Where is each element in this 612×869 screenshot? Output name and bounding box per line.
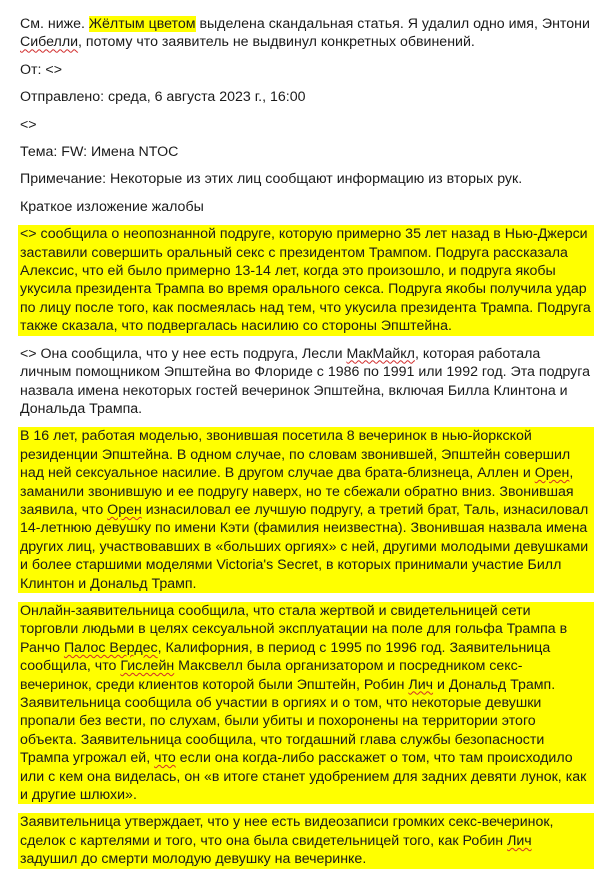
intro-text: См. ниже. xyxy=(20,16,89,32)
intro-text-2: выделена скандальная статья. Я удалил одно имя, Энтони xyxy=(195,16,590,32)
spellcheck-word-chto: что xyxy=(154,750,176,767)
p4-text-2: , Калифорния, в период с 1995 по 1996 год. Заявительница сообщила, что xyxy=(20,639,551,675)
spellcheck-word-oren-2: Орен xyxy=(107,501,142,518)
intro-paragraph xyxy=(20,15,592,52)
to-line: <> xyxy=(20,116,37,133)
p2-text: <> Она сообщила, что у нее есть подруга, Лесли xyxy=(20,345,347,362)
spellcheck-word-lich-2: Лич xyxy=(507,832,532,849)
complaint-paragraph-4 xyxy=(18,602,594,804)
p3-text-3: изнасиловал ее лучшую подругу, а третий брат, Таль, изнасиловал 14-летнюю девушку по имени Кэти (фамилия неизвестна). Звонившая назвала имена других лиц, участвовавших в «больших оргиях» с ней, другими молодыми девушками и более старшими моделями Victoria's Secret, в которых принимали участие Билл Клинтон и Дональд Трамп. xyxy=(20,501,589,592)
note-line: Примечание: Некоторые из этих лиц сообщают информацию из вторых рук. xyxy=(20,171,523,188)
complaint-paragraph-2 xyxy=(20,345,592,419)
spellcheck-word-lich: Лич xyxy=(408,676,434,693)
spellcheck-word-oren: Орен xyxy=(534,465,570,482)
p3-text: В 16 лет, работая моделью, звонившая посетила 8 вечеринок в нью-йоркской резиденции Эпштейна. В одном случае, по словам звонившей, Эпштейн совершил над ней сексуальное насилие. В другом случае два брата-близнеца, Аллен и xyxy=(20,428,571,482)
spellcheck-word-mcmichael: МакМайкл xyxy=(346,345,415,362)
from-line: От: <> xyxy=(20,61,62,78)
subject-line: Тема: FW: Имена NTOC xyxy=(20,144,179,161)
p5-text-2: задушил до смерти молодую девушку на вечеринке. xyxy=(20,851,367,868)
p3-text-2: , заманили звонившую и ее подругу наверх, но те сбежали обратно вниз. Звонившая заявила, что xyxy=(20,465,574,518)
p4-text: Онлайн-заявительница сообщила, что стала жертвой и свидетельницей сети торговли людьми в целях сексуальной эксплуатации на поле для гольфа Трампа в Ранчо xyxy=(20,602,568,656)
complaint-paragraph-5 xyxy=(18,813,594,868)
complaint-paragraph-3 xyxy=(18,427,594,593)
spellcheck-word-sibelli: Сибелли xyxy=(20,34,79,51)
spellcheck-word-gislaine: Гислейн xyxy=(120,658,175,675)
p4-text-5: если она когда-либо расскажет о том, что там происходило или с кем она виделась, он «в итоге станет удобрением для задних девяти лунок, как и другие шлюхи». xyxy=(20,750,587,804)
p5-text: Заявительница утверждает, что у нее есть видеозаписи громких секс-вечеринок, сделок с картелями и того, что она была свидетельницей того, как Робин xyxy=(20,814,554,849)
complaint-paragraph-1: <> сообщила о неопознанной подруге, которую примерно 35 лет назад в Нью-Джерси заставили совершить оральный секс с президентом Трампом. Подруга рассказала Алексис, что ей было примерно 13-14 лет, когда это произошло, и подруга якобы укусила президента Трампа во время орального секса. Подруга якобы получила удар по лицу после того, как посмеялась над тем, что укусила президента Трампа. Подруга также сказала, что подвергалась насилию со стороны Эпштейна. xyxy=(18,225,594,335)
summary-heading: Краткое изложение жалобы xyxy=(20,198,204,215)
spellcheck-word-palos-verdes: Палос Вердес xyxy=(63,639,158,656)
p4-text-4: и Дональд Трамп. Заявительница сообщила об участии в оргиях и о том, что некоторые девушки пропали без вести, по слухам, были убиты и похоронены на территории этого объекта. Заявительница сообщила, что тогдашний глава службы безопасности Трампа угрожал ей, xyxy=(20,676,556,767)
p2-text-2: , которая работала личным помощником Эпштейна во Флориде с 1986 по 1991 или 1992 год. Эта подруга назвала имена некоторых гостей вечеринок Эпштейна, включая Билла Клинтона и Дональда Трампа. xyxy=(20,345,591,417)
highlight-legend: Жёлтым цветом xyxy=(88,16,196,32)
p4-text-3: Максвелл была организатором и посредником секс-вечеринок, среди клиентов которой были Эпштейн, Робин xyxy=(20,658,523,693)
intro-text-3: , потому что заявитель не выдвинул конкретных обвинений. xyxy=(78,34,475,51)
sent-line: Отправлено: среда, 6 августа 2023 г., 16:00 xyxy=(20,89,306,106)
